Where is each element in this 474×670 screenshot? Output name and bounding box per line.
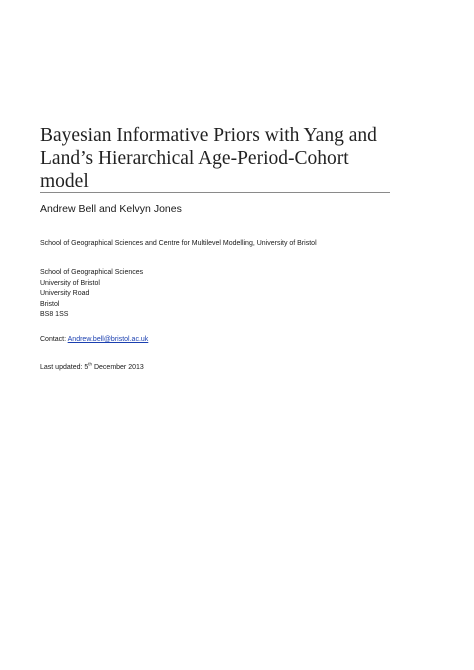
address-line-5: BS8 1SS (40, 311, 69, 318)
contact-line (40, 336, 148, 343)
title-line-3: model (40, 171, 89, 192)
postal-address (40, 268, 143, 321)
address-line-1: School of Geographical Sciences (40, 269, 144, 276)
last-updated (40, 361, 144, 371)
document-title (40, 124, 392, 193)
title-line-1: Bayesian Informative Priors with Yang and (40, 125, 377, 146)
affiliation: School of Geographical Sciences and Centre for Multilevel Modelling, University of Bristol (40, 240, 317, 247)
contact-label: Contact: (40, 336, 68, 343)
title-line-2: Land’s Hierarchical Age-Period-Cohort (40, 148, 349, 169)
authors: Andrew Bell and Kelvyn Jones (40, 203, 182, 215)
last-updated-ordinal: th (88, 361, 93, 367)
address-line-3: University Road (40, 290, 90, 297)
title-divider (40, 192, 390, 193)
address-line-4: Bristol (40, 300, 60, 308)
last-updated-prefix: Last updated: 5 (40, 364, 89, 371)
last-updated-suffix: December 2013 (92, 364, 144, 371)
contact-email-link[interactable]: Andrew.bell@bristol.ac.uk (67, 336, 149, 343)
address-line-2: University of Bristol (40, 279, 100, 287)
